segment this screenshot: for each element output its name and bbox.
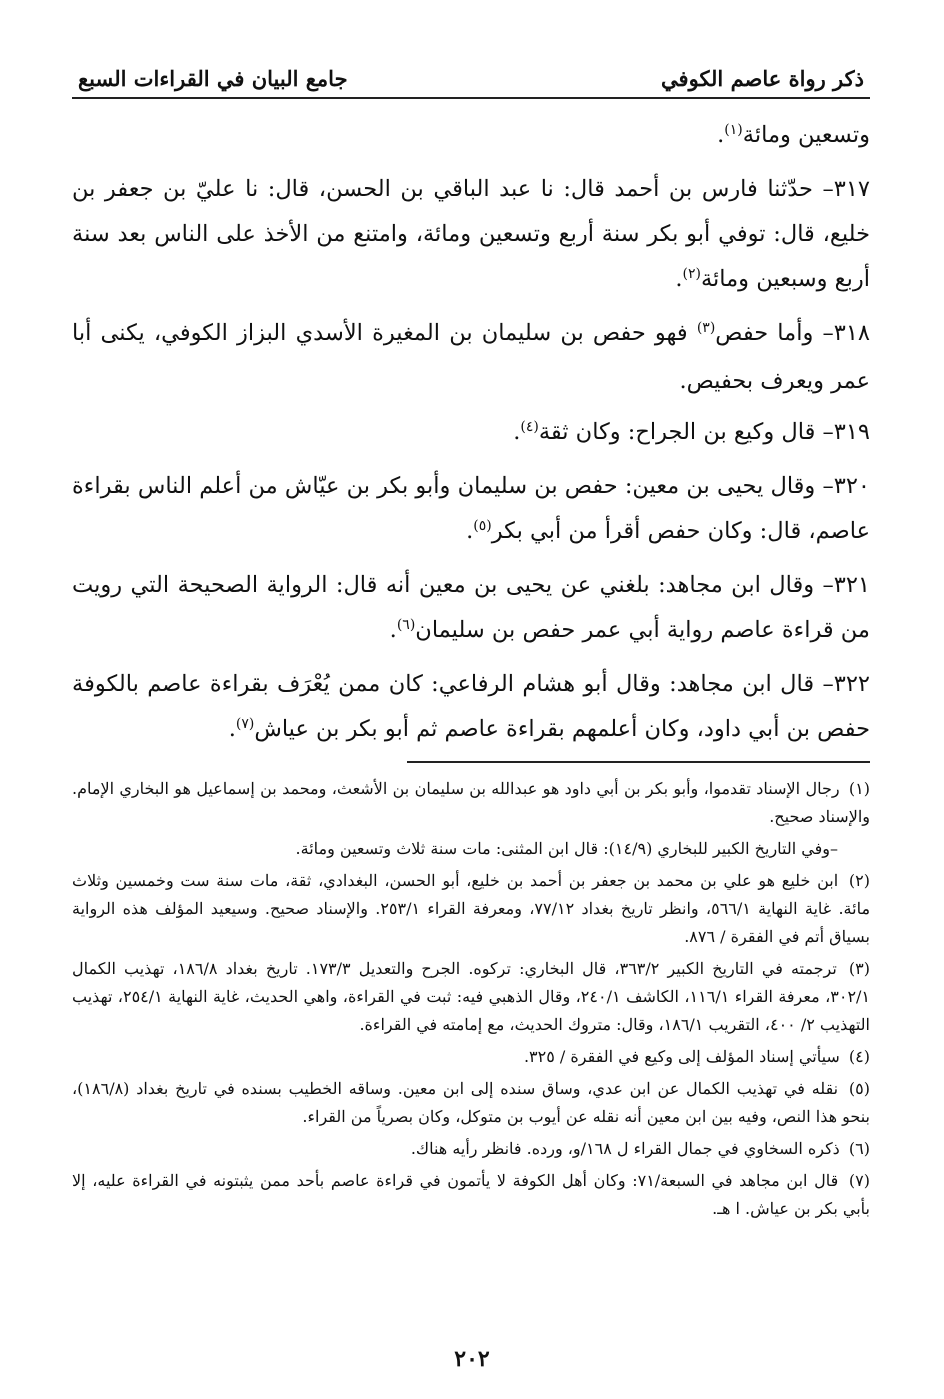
- footnote-ref-7: (٧): [235, 716, 255, 732]
- header-chapter-title: ذكر رواة عاصم الكوفي: [661, 66, 864, 91]
- footnote-2: (٢) ابن خليع هو علي بن محمد بن جعفر بن أحمد بن خليع، أبو الحسن، البغدادي، ثقة، مات سنة ست وخمسين وثلاث مائة. غاية النهاية ٥٦٦/١، وانظر تاريخ بغداد ٧٧/١٢، ومعرفة القراء ٢٥٣/١. والإسناد صحيح. وسيعيد المؤلف هذه الرواية بسياق أتم في الفقرة / ٨٧٦.: [72, 871, 871, 946]
- main-text: [72, 113, 870, 755]
- paragraph-322: ٣٢٢– قال ابن مجاهد: وقال أبو هشام الرفاعي: كان ممن يُعْرَف بقراءة عاصم بالكوفة حفص بن أبي داود، وكان أعلمهم بقراءة عاصم ثم أبو بكر بن عياش$^{(٧)}$.: [72, 671, 870, 742]
- running-header: [72, 58, 870, 99]
- paragraph-continuation: وتسعين ومائة$^{(١)}$.: [717, 122, 870, 148]
- paragraph-318: ٣١٨– وأما حفص$^{(٣)}$ فهو حفص بن سليمان بن المغيرة الأسدي البزاز الكوفي، يكنى أبا عمر ويعرف بحفيص.: [72, 320, 870, 394]
- footnote-6: (٦) ذكره السخاوي في جمال القراء ل ١٦٨/و، ورده. فانظر رأيه هناك.: [410, 1139, 870, 1158]
- footnote-1: (١) رجال الإسناد تقدموا، وأبو بكر بن أبي داود هو عبدالله بن سليمان بن الأشعث، ومحمد بن إسماعيل هو البخاري الإمام. والإسناد صحيح.: [72, 779, 871, 826]
- footnotes: [72, 775, 870, 1223]
- footnote-ref-1: (١): [724, 122, 743, 138]
- paragraph-319: ٣١٩– قال وكيع بن الجراح: وكان ثقة$^{(٤)}$.: [513, 419, 870, 445]
- paragraph-320: ٣٢٠– وقال يحيى بن معين: حفص بن سليمان وأبو بكر بن عيّاش من أعلم الناس بقراءة عاصم، قال: وكان حفص أقرأ من أبي بكر$^{(٥)}$.: [72, 473, 870, 544]
- footnote-5: (٥) نقله في تهذيب الكمال عن ابن عدي، وساق سنده إلى ابن معين. وساقه الخطيب بسنده في تاريخ بغداد (١٨٦/٨)، بنحو هذا النص، وفيه بين ابن معين أنه نقله عن أيوب بن متوكل، وكان بصرياً من القراء.: [72, 1079, 871, 1126]
- footnote-ref-5: (٥): [473, 518, 492, 534]
- footnote-ref-3: (٣): [696, 320, 716, 336]
- footnote-7: (٧) قال ابن مجاهد في السبعة/٧١: وكان أهل الكوفة لا يأتمون في قراءة عاصم بأحد ممن يثبتونه في القراءة عليه، إلا بأبي بكر بن عياش. ا هـ.: [72, 1171, 870, 1218]
- footnote-ref-6: (٦): [396, 617, 416, 633]
- footnote-ref-4: (٤): [520, 419, 539, 435]
- footnote-4: (٤) سيأتي إسناد المؤلف إلى وكيع في الفقرة / ٣٢٥.: [523, 1047, 870, 1066]
- page-number: ٢٠٢: [454, 1346, 490, 1372]
- paragraph-317: ٣١٧– حدّثنا فارس بن أحمد قال: نا عبد الباقي بن الحسن، قال: نا عليّ بن جعفر بن خليع، قال: توفي أبو بكر سنة أربع وتسعين ومائة، وامتنع من الأخذ على الناس بعد سنة أربع وسبعين ومائة$^{(٢)}$.: [72, 176, 870, 292]
- footnote-separator: [407, 761, 870, 763]
- footnote-1-continuation: –وفي التاريخ الكبير للبخاري (١٤/٩): قال ابن المثنى: مات سنة ثلاث وتسعين ومائة.: [295, 839, 838, 858]
- footnote-ref-2: (٢): [682, 266, 701, 282]
- footnote-3: (٣) ترجمته في التاريخ الكبير ٣٦٣/٢، قال البخاري: تركوه. الجرح والتعديل ١٧٣/٣. تاريخ بغداد ١٨٦/٨، تهذيب الكمال ٣٠٢/١، معرفة القراء ١١٦/١، الكاشف ٢٤٠/١، وقال الذهبي فيه: ثبت في القراءة، واهي الحديث، غاية النهاية ٢٥٤/١، تهذيب التهذيب ٢/ ٤٠٠، التقريب ١٨٦/١، وقال: متروك الحديث، مع إمامته في القراءة.: [72, 959, 871, 1034]
- header-book-title: جامع البيان في القراءات السبع: [78, 66, 348, 91]
- paragraph-321: ٣٢١– وقال ابن مجاهد: بلغني عن يحيى بن معين أنه قال: الرواية الصحيحة التي رويت من قراءة عاصم رواية أبي عمر حفص بن سليمان$^{(٦)}$.: [72, 572, 870, 643]
